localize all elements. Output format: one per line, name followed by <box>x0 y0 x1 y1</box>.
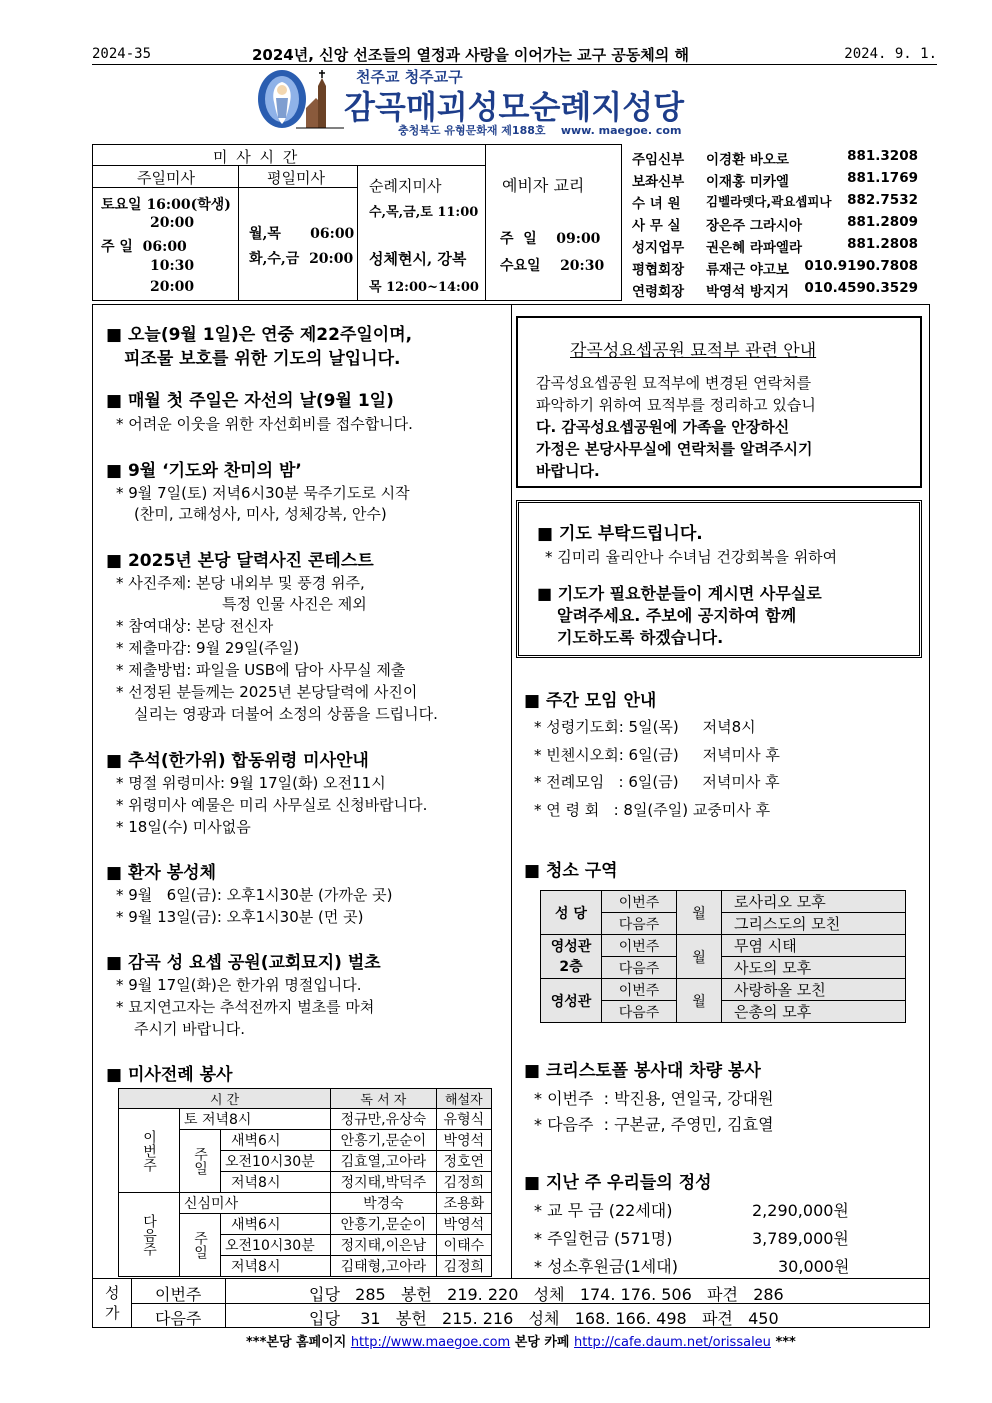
list-item: * 선정된 분들께는 2025년 본당달력에 사진이 <box>116 683 418 701</box>
today-notice-line: 피조물 보호를 위한 기도의 날입니다. <box>124 349 401 369</box>
time-cell: 오전10시30분 <box>221 1235 331 1256</box>
sunday-label: 주일 <box>180 1214 221 1277</box>
hymn-label: 성가 <box>105 1284 120 1322</box>
list-item: * 사진주제: 본당 내외부 및 풍경 위주, <box>116 574 365 592</box>
list-item: * 빈첸시오회: 6일(금) 저녁미사 후 <box>534 746 780 764</box>
homepage-link[interactable]: http://www.maegoe.com <box>350 1335 511 1350</box>
week-cell: 이번주 <box>602 891 677 913</box>
commentator-cell: 정호연 <box>436 1151 491 1172</box>
sunday-label: 주일 <box>180 1130 221 1193</box>
pilgrim-mass-heading: 순례지미사 <box>369 177 442 195</box>
sunday-mass-line: 20:00 <box>150 215 195 231</box>
yearly-motto: 2024년, 신앙 선조들의 열정과 사랑을 이어가는 교구 공동체의 해 <box>252 46 689 64</box>
commentator-cell: 박영석 <box>436 1130 491 1151</box>
list-item: * 9월 17일(화)은 한가위 명절입니다. <box>116 976 362 994</box>
list-item: * 9월 6일(금): 오후1시30분 (가까운 곳) <box>116 886 393 904</box>
diocese-name: 천주교 청주교구 <box>356 68 463 86</box>
staff-row: 평협회장 류재근 야고보 010.9190.7808 <box>632 258 918 278</box>
church-subinfo: 충청북도 유형문화재 제188호 www. maegoe. com <box>398 124 682 137</box>
week-cell: 다음주 <box>602 913 677 935</box>
list-item: 실리는 영광과 더불어 소정의 상품을 드립니다. <box>134 705 438 723</box>
sunday-mass-line: 20:00 <box>150 279 195 295</box>
notice-line: 바랍니다. <box>536 462 600 480</box>
week-cell: 다음주 <box>602 1001 677 1023</box>
section-title: ■ 2025년 본당 달력사진 콘테스트 <box>106 551 374 571</box>
list-item: * 다음주 : 구본균, 주영민, 김효열 <box>534 1115 774 1134</box>
list-item: 주시기 바랍니다. <box>134 1020 245 1038</box>
list-item: * 9월 13일(금): 오후1시30분 (먼 곳) <box>116 908 364 926</box>
group-cell: 무염 시태 <box>722 935 906 957</box>
cafe-link[interactable]: http://cafe.daum.net/orissaleu <box>574 1335 771 1350</box>
staff-row: 주임신부 이경환 바오로 881.3208 <box>632 148 918 168</box>
sunday-mass-heading: 주일미사 <box>137 169 195 187</box>
catechumen-line: 수요일 20:30 <box>500 258 605 274</box>
bulletin-header-row <box>92 44 937 65</box>
time-cell: 새벽6시 <box>221 1130 331 1151</box>
table-row <box>541 935 906 957</box>
staff-row: 성지업무 권은혜 라파엘라 881.2808 <box>632 236 918 256</box>
notice-line: 다. 감곡성요셉공원에 가족을 안장하신 <box>536 418 790 436</box>
readers-cell: 박경숙 <box>331 1193 437 1214</box>
table-header: 해설자 <box>436 1089 491 1109</box>
section-title: ■ 지난 주 우리들의 정성 <box>524 1173 712 1193</box>
list-item: * 전례모임 : 6일(금) 저녁미사 후 <box>534 773 780 791</box>
hymn-table <box>92 1278 930 1328</box>
notice-line: 파악하기 위하여 묘적부를 정리하고 있습니 <box>536 396 816 414</box>
prayer-request-box <box>516 500 922 658</box>
cleaning-table <box>540 890 906 1023</box>
list-item: * 어려운 이웃을 위한 자선회비를 접수합니다. <box>116 415 413 433</box>
offering-label: * 성소후원금(1세대) <box>534 1257 678 1276</box>
weekday-mass-line: 월,목 06:00 <box>249 226 355 242</box>
list-item: * 이번주 : 박진용, 연일국, 강대원 <box>534 1089 774 1108</box>
church-logo-icon <box>256 68 344 130</box>
table-header: 독 서 자 <box>331 1089 437 1109</box>
commentator-cell: 박영석 <box>436 1214 491 1235</box>
commentator-cell: 김정희 <box>436 1256 491 1277</box>
sunday-mass-line: 10:30 <box>150 258 195 274</box>
time-cell: 저녁8시 <box>221 1172 331 1193</box>
time-cell: 토 저녁8시 <box>180 1109 331 1130</box>
readers-cell: 안흥기,문순이 <box>331 1214 437 1235</box>
group-cell: 은총의 모후 <box>722 1001 906 1023</box>
section-title: ■ 기도 부탁드립니다. <box>537 524 703 544</box>
table-row <box>541 891 906 913</box>
prayer-contact-line: 알려주세요. 주보에 공지하여 함께 <box>557 606 797 625</box>
pilgrim-mass-time: 수,목,금,토 11:00 <box>369 205 479 220</box>
adoration-heading: 성체현시, 강복 <box>369 250 467 268</box>
hymn-numbers: 입당 31 봉헌 215. 216 성체 168. 166. 498 파견 450 <box>309 1309 779 1328</box>
footer-text: *** <box>775 1335 796 1350</box>
group-cell: 사도의 모후 <box>722 957 906 979</box>
week-label: 다음주 <box>155 1309 202 1328</box>
weekday-mass-line: 화,수,금 20:00 <box>249 251 354 267</box>
week-label: 이번주 <box>155 1285 202 1304</box>
table-row <box>119 1193 492 1214</box>
list-item: * 제출마감: 9월 29일(주일) <box>116 639 300 657</box>
place-cell: 성 당 <box>541 891 602 935</box>
list-item: * 제출방법: 파일을 USB에 담아 사무실 제출 <box>116 661 406 679</box>
table-header: 시 간 <box>119 1089 331 1109</box>
staff-row: 수 녀 원 김벨라뎃다,곽요셉피나 882.7532 <box>632 192 918 212</box>
week-cell: 이번주 <box>602 979 677 1001</box>
place-cell: 영성관 <box>541 979 602 1023</box>
prayer-contact-line: ■ 기도가 필요한분들이 계시면 사무실로 <box>537 584 822 603</box>
time-cell: 오전10시30분 <box>221 1151 331 1172</box>
day-cell: 월 <box>677 891 722 935</box>
sunday-mass-line: 주 일 06:00 <box>101 239 187 255</box>
offering-label: * 주일헌금 (571명) <box>534 1229 673 1248</box>
list-item: * 묘지연고자는 추석전까지 벌초를 마쳐 <box>116 998 375 1016</box>
section-title: ■ 추석(한가위) 합동위령 미사안내 <box>106 751 369 771</box>
offering-amount: 3,789,000원 <box>752 1229 849 1248</box>
offering-label: * 교 무 금 (22세대) <box>534 1201 673 1220</box>
commentator-cell: 이태수 <box>436 1235 491 1256</box>
table-row <box>541 979 906 1001</box>
readers-cell: 김태형,고아라 <box>331 1256 437 1277</box>
staff-row: 연령회장 박영석 방지거 010.4590.3529 <box>632 280 918 300</box>
notice-line: 가정은 본당사무실에 연락처를 알려주시기 <box>536 440 813 458</box>
footer-text: ***본당 홈페이지 <box>246 1335 347 1350</box>
footer-text: 본당 카페 <box>514 1335 570 1350</box>
church-name: 감곡매괴성모순례지성당 <box>344 88 685 126</box>
table-row <box>119 1109 492 1130</box>
footer-links <box>246 1331 796 1350</box>
week-cell: 다음주 <box>602 957 677 979</box>
list-item: (찬미, 고해성사, 미사, 성체강복, 안수) <box>134 505 387 523</box>
group-cell: 사랑하올 모친 <box>722 979 906 1001</box>
issue-date: 2024. 9. 1. <box>844 46 937 62</box>
cemetery-notice-box <box>516 316 922 488</box>
staff-row: 보좌신부 이재홍 미카엘 881.1769 <box>632 170 918 190</box>
mass-times-title: 미 사 시 간 <box>213 148 300 166</box>
section-title: ■ 미사전례 봉사 <box>106 1065 233 1085</box>
list-item: * 김미리 율리안나 수녀님 건강회복을 위하여 <box>545 548 838 566</box>
weekday-mass-heading: 평일미사 <box>267 169 325 187</box>
offering-amount: 2,290,000원 <box>752 1201 849 1220</box>
today-notice-line: ■ 오늘(9월 1일)은 연중 제22주일이며, <box>106 325 413 345</box>
section-title: ■ 9월 ‘기도와 찬미의 밤’ <box>106 461 302 481</box>
group-cell: 그리스도의 모친 <box>722 913 906 935</box>
prayer-contact-line: 기도하도록 하겠습니다. <box>557 628 724 647</box>
list-item: * 참여대상: 본당 전신자 <box>116 617 274 635</box>
adoration-time: 목 12:00~14:00 <box>369 280 479 295</box>
section-title: ■ 청소 구역 <box>524 861 618 881</box>
catechumen-line: 주 일 09:00 <box>500 231 601 247</box>
section-title: ■ 매월 첫 주일은 자선의 날(9월 1일) <box>106 391 394 411</box>
offering-amount: 30,000원 <box>778 1257 850 1276</box>
list-item: * 명절 위령미사: 9월 17일(화) 오전11시 <box>116 774 386 792</box>
liturgy-service-table <box>118 1088 492 1277</box>
list-item: * 9월 7일(토) 저녁6시30분 묵주기도로 시작 <box>116 484 410 502</box>
section-title: ■ 크리스토폴 봉사대 차량 봉사 <box>524 1061 761 1081</box>
sunday-mass-line: 토요일 16:00(학생) <box>101 197 231 213</box>
hymn-numbers: 입당 285 봉헌 219. 220 성체 174. 176. 506 파견 286 <box>309 1285 784 1304</box>
section-title: ■ 주간 모임 안내 <box>524 691 657 711</box>
day-cell: 월 <box>677 935 722 979</box>
list-item: * 위령미사 예물은 미리 사무실로 신청바랍니다. <box>116 796 428 814</box>
time-cell: 새벽6시 <box>221 1214 331 1235</box>
notice-title: 감곡성요셉공원 묘적부 관련 안내 <box>570 341 817 361</box>
commentator-cell: 조용화 <box>436 1193 491 1214</box>
time-cell: 신심미사 <box>180 1193 331 1214</box>
commentator-cell: 유형식 <box>436 1109 491 1130</box>
list-item: * 18일(수) 미사없음 <box>116 818 251 836</box>
week-label: 다음주 <box>119 1193 180 1277</box>
group-cell: 로사리오 모후 <box>722 891 906 913</box>
notice-line: 감곡성요셉공원 묘적부에 변경된 연락처를 <box>536 374 812 392</box>
place-cell: 영성관 2층 <box>541 935 602 979</box>
time-cell: 저녁8시 <box>221 1256 331 1277</box>
list-item: * 연 령 회 : 8일(주일) 교중미사 후 <box>534 801 771 819</box>
readers-cell: 정규만,유상숙 <box>331 1109 437 1130</box>
day-cell: 월 <box>677 979 722 1023</box>
mass-times-table <box>92 144 486 301</box>
readers-cell: 정지태,박덕주 <box>331 1172 437 1193</box>
readers-cell: 김효열,고아라 <box>331 1151 437 1172</box>
catechumen-heading: 예비자 교리 <box>502 176 585 195</box>
section-title: ■ 환자 봉성체 <box>106 863 217 883</box>
list-item: * 성령기도회: 5일(목) 저녁8시 <box>534 718 756 736</box>
readers-cell: 정지태,이은남 <box>331 1235 437 1256</box>
staff-row: 사 무 실 장은주 그라시아 881.2809 <box>632 214 918 234</box>
readers-cell: 안흥기,문순이 <box>331 1130 437 1151</box>
week-label: 이번주 <box>119 1109 180 1193</box>
week-cell: 이번주 <box>602 935 677 957</box>
issue-number: 2024-35 <box>92 46 152 62</box>
commentator-cell: 김정희 <box>436 1172 491 1193</box>
list-item: 특정 인물 사진은 제외 <box>222 595 367 613</box>
section-title: ■ 감곡 성 요셉 공원(교회묘지) 벌초 <box>106 953 381 973</box>
catechumen-box <box>486 144 622 301</box>
